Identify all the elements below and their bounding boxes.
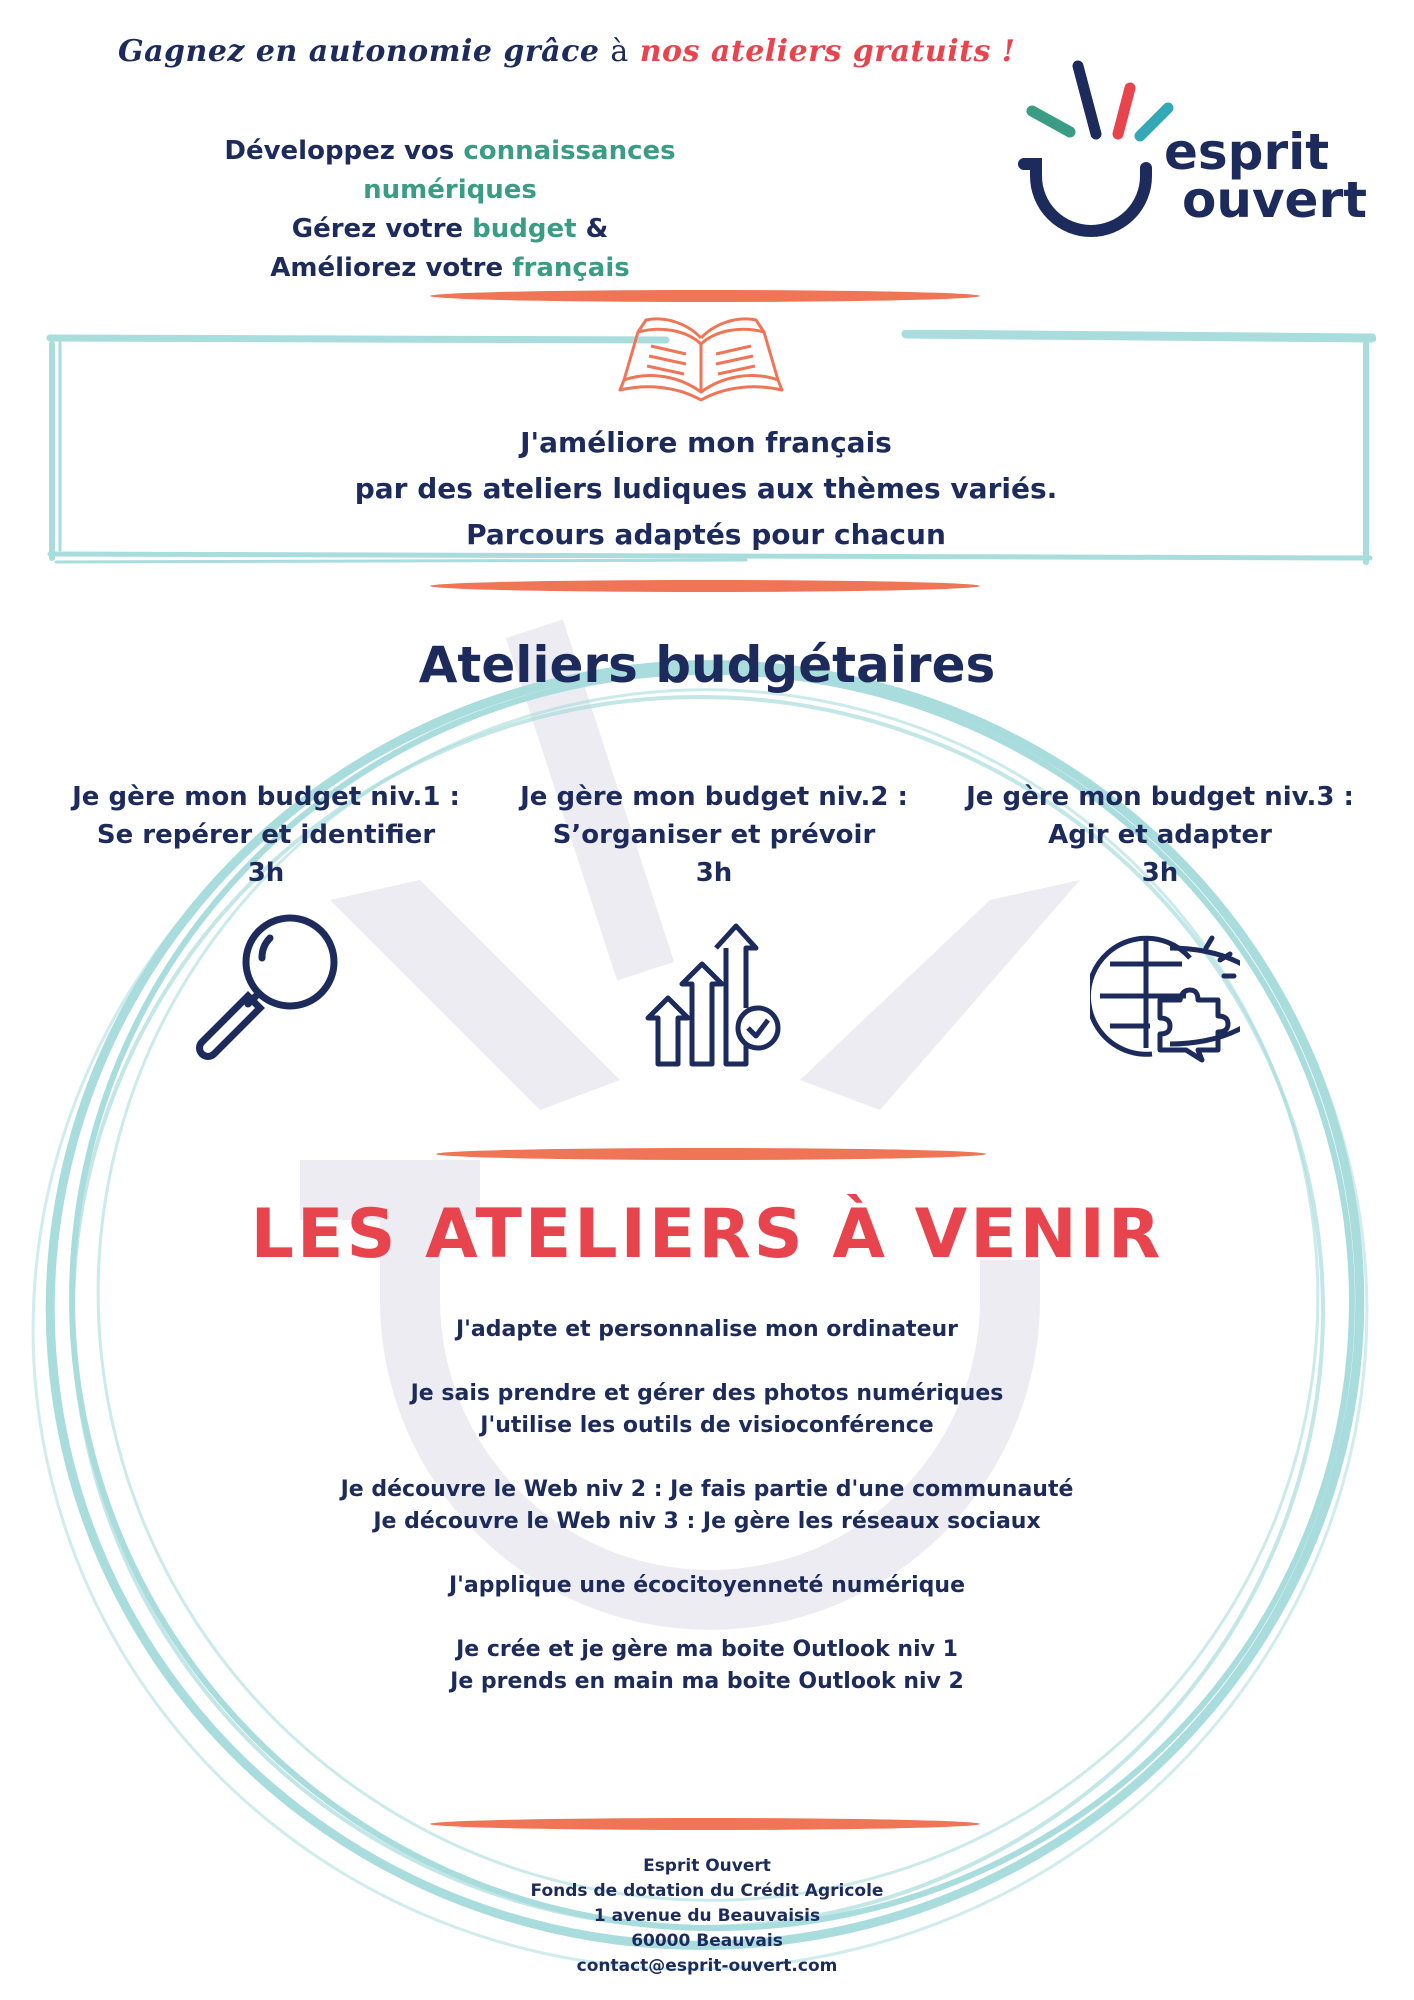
footer-address xyxy=(400,1854,1014,1979)
level-title: Je gère mon budget niv.3 : xyxy=(966,782,1354,812)
level-duration: 3h xyxy=(247,858,285,888)
budget-level-2 xyxy=(494,778,934,892)
upcoming-workshop: Je crée et je gère ma boite Outlook niv 1 xyxy=(456,1637,958,1662)
intro-line: Développez vos connaissances numériques xyxy=(224,136,676,205)
esprit-ouvert-logo xyxy=(1018,56,1378,246)
upcoming-workshop: Je découvre le Web niv 2 : Je fais partie d'une communauté xyxy=(340,1477,1074,1502)
budget-level-3 xyxy=(940,778,1380,892)
tagline xyxy=(118,34,1015,69)
upcoming-workshop: J'utilise les outils de visioconférence xyxy=(480,1413,934,1438)
budget-level-1 xyxy=(46,778,486,892)
french-line: J'améliore mon français xyxy=(520,426,892,459)
tagline-part1: Gagnez en autonomie grâce xyxy=(118,34,600,69)
french-line: Parcours adaptés pour chacun xyxy=(466,518,946,551)
footer-city: 60000 Beauvais xyxy=(631,1931,783,1951)
footer-line: Fonds de dotation du Crédit Agricole xyxy=(530,1881,884,1901)
intro-text xyxy=(150,132,750,288)
footer-email[interactable]: contact@esprit-ouvert.com xyxy=(576,1956,838,1976)
upcoming-workshop: J'applique une écocitoyenneté numérique xyxy=(448,1573,966,1598)
french-line: par des ateliers ludiques aux thèmes variés. xyxy=(354,472,1058,505)
puzzle-globe-icon xyxy=(1090,918,1240,1068)
level-duration: 3h xyxy=(1141,858,1179,888)
level-subtitle: Se repérer et identifier xyxy=(96,820,436,850)
orange-brush-divider xyxy=(436,1148,986,1160)
intro-line: Gérez votre budget & xyxy=(291,214,609,244)
upcoming-group xyxy=(250,1314,1164,1346)
orange-brush-divider xyxy=(430,1818,980,1830)
intro-line: Améliorez votre français xyxy=(270,253,630,283)
tagline-part2: à xyxy=(610,34,629,69)
level-subtitle: S’organiser et prévoir xyxy=(552,820,876,850)
footer-street: 1 avenue du Beauvaisis xyxy=(593,1906,821,1926)
budget-title: Ateliers budgétaires xyxy=(418,636,996,694)
level-duration: 3h xyxy=(695,858,733,888)
level-subtitle: Agir et adapter xyxy=(1048,820,1272,850)
upcoming-workshop: J'adapte et personnalise mon ordinateur xyxy=(455,1317,959,1342)
magnifier-icon xyxy=(190,910,350,1070)
open-book-icon xyxy=(616,312,786,412)
tagline-part3: nos ateliers gratuits ! xyxy=(639,34,1016,69)
upcoming-workshop: Je prends en main ma boite Outlook niv 2 xyxy=(450,1669,964,1694)
logo-word-esprit: esprit xyxy=(1164,123,1330,181)
upcoming-group xyxy=(250,1570,1164,1602)
level-title: Je gère mon budget niv.2 : xyxy=(520,782,908,812)
growth-arrows-icon xyxy=(640,918,790,1068)
logo-word-ouvert: ouvert xyxy=(1182,171,1368,229)
upcoming-workshop: Je découvre le Web niv 3 : Je gère les réseaux sociaux xyxy=(373,1509,1041,1534)
upcoming-group xyxy=(250,1378,1164,1442)
orange-brush-divider xyxy=(430,580,980,592)
french-workshop-text xyxy=(300,420,1112,558)
upcoming-group xyxy=(250,1474,1164,1538)
level-title: Je gère mon budget niv.1 : xyxy=(72,782,460,812)
upcoming-group xyxy=(250,1634,1164,1698)
footer-org: Esprit Ouvert xyxy=(643,1856,771,1876)
upcoming-title: LES ATELIERS À VENIR xyxy=(250,1195,1164,1274)
orange-brush-divider xyxy=(430,290,980,302)
upcoming-workshop: Je sais prendre et gérer des photos numériques xyxy=(410,1381,1004,1406)
